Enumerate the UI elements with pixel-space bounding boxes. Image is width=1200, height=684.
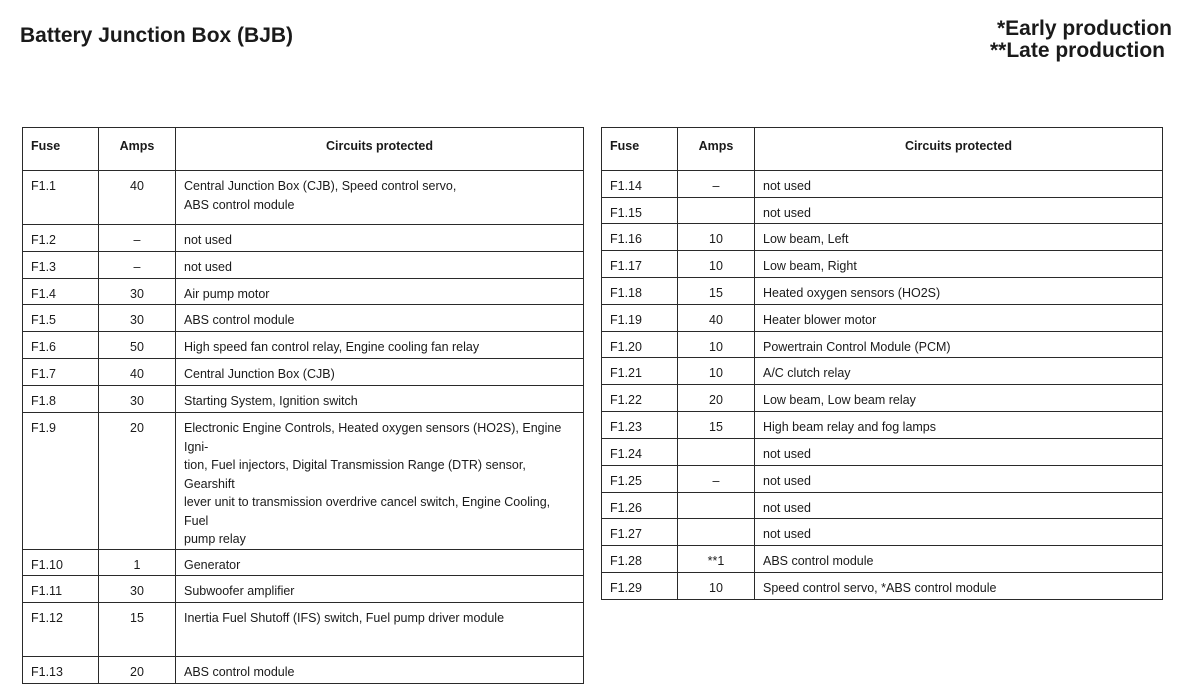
fuse-cell: F1.26	[602, 493, 678, 519]
table-row	[602, 573, 1163, 600]
fuse-cell: F1.6	[23, 332, 99, 359]
fuse-cell: F1.17	[602, 251, 678, 278]
fuse-cell: F1.8	[23, 386, 99, 413]
amps-cell	[678, 493, 755, 519]
amps-cell: 30	[99, 279, 176, 305]
header-amps: Amps	[99, 128, 176, 171]
circuit-cell: ABS control module	[176, 305, 584, 332]
amps-cell: 30	[99, 575, 176, 602]
circuit-cell: not used	[755, 439, 1163, 466]
amps-cell	[678, 198, 755, 224]
table-row	[23, 225, 584, 252]
circuit-cell: Low beam, Right	[755, 251, 1163, 278]
table-row	[23, 413, 584, 550]
table-row	[602, 493, 1163, 519]
amps-cell: –	[99, 225, 176, 252]
amps-cell: 40	[99, 171, 176, 225]
circuit-cell: Heated oxygen sensors (HO2S)	[755, 278, 1163, 305]
circuit-cell: Central Junction Box (CJB), Speed control servo, ABS control module	[176, 171, 584, 225]
fuse-cell: F1.24	[602, 439, 678, 466]
table-row	[23, 332, 584, 359]
table-row	[602, 439, 1163, 466]
table-row	[23, 279, 584, 305]
table-row	[602, 546, 1163, 573]
circuit-cell: Generator	[176, 549, 584, 575]
amps-cell: 15	[99, 602, 176, 656]
table-row	[602, 278, 1163, 305]
table-row	[23, 602, 584, 656]
fuse-table-left	[22, 127, 584, 684]
fuse-cell: F1.9	[23, 413, 99, 550]
amps-cell: 15	[678, 278, 755, 305]
header-amps: Amps	[678, 128, 755, 171]
amps-cell: 10	[678, 332, 755, 358]
table-row	[602, 358, 1163, 385]
table-row	[23, 252, 584, 279]
fuse-cell: F1.5	[23, 305, 99, 332]
amps-cell: 30	[99, 386, 176, 413]
fuse-cell: F1.13	[23, 656, 99, 683]
fuse-cell: F1.21	[602, 358, 678, 385]
circuit-cell: Speed control servo, *ABS control module	[755, 573, 1163, 600]
circuit-cell: not used	[176, 252, 584, 279]
fuse-cell: F1.4	[23, 279, 99, 305]
table-header-row	[602, 128, 1163, 171]
table-row	[602, 198, 1163, 224]
table-row	[602, 466, 1163, 493]
header-fuse: Fuse	[602, 128, 678, 171]
fuse-cell: F1.29	[602, 573, 678, 600]
fuse-cell: F1.20	[602, 332, 678, 358]
production-legend	[990, 18, 1172, 62]
fuse-cell: F1.22	[602, 385, 678, 412]
header-circuits: Circuits protected	[176, 128, 584, 171]
fuse-cell: F1.12	[23, 602, 99, 656]
amps-cell: 40	[99, 359, 176, 386]
circuit-cell: ABS control module	[176, 656, 584, 683]
amps-cell: 10	[678, 224, 755, 251]
fuse-cell: F1.7	[23, 359, 99, 386]
fuse-cell: F1.19	[602, 305, 678, 332]
circuit-cell: ABS control module	[755, 546, 1163, 573]
amps-cell: 10	[678, 251, 755, 278]
legend-early: *Early production	[996, 17, 1172, 40]
fuse-cell: F1.10	[23, 549, 99, 575]
table-row	[23, 359, 584, 386]
table-header-row	[23, 128, 584, 171]
fuse-cell: F1.18	[602, 278, 678, 305]
fuse-cell: F1.11	[23, 575, 99, 602]
amps-cell: **1	[678, 546, 755, 573]
page-title: Battery Junction Box (BJB)	[20, 24, 294, 47]
circuit-cell: not used	[176, 225, 584, 252]
amps-cell	[678, 519, 755, 546]
amps-cell: –	[678, 171, 755, 198]
fuse-cell: F1.16	[602, 224, 678, 251]
fuse-cell: F1.23	[602, 412, 678, 439]
amps-cell: 20	[99, 413, 176, 550]
table-row	[23, 386, 584, 413]
amps-cell: –	[678, 466, 755, 493]
circuit-cell: Air pump motor	[176, 279, 584, 305]
circuit-cell: not used	[755, 493, 1163, 519]
circuit-cell: Central Junction Box (CJB)	[176, 359, 584, 386]
table-row	[602, 519, 1163, 546]
table-row	[602, 224, 1163, 251]
table-row	[602, 251, 1163, 278]
amps-cell: 15	[678, 412, 755, 439]
amps-cell: 20	[678, 385, 755, 412]
amps-cell: 1	[99, 549, 176, 575]
fuse-cell: F1.28	[602, 546, 678, 573]
circuit-cell: not used	[755, 466, 1163, 493]
circuit-cell: High beam relay and fog lamps	[755, 412, 1163, 439]
fuse-cell: F1.3	[23, 252, 99, 279]
fuse-cell: F1.2	[23, 225, 99, 252]
table-row	[602, 412, 1163, 439]
amps-cell: 10	[678, 358, 755, 385]
circuit-cell: not used	[755, 171, 1163, 198]
header-circuits: Circuits protected	[755, 128, 1163, 171]
table-row	[23, 656, 584, 683]
circuit-cell: Inertia Fuel Shutoff (IFS) switch, Fuel pump driver module	[176, 602, 584, 656]
table-row	[602, 385, 1163, 412]
amps-cell: 30	[99, 305, 176, 332]
amps-cell: 40	[678, 305, 755, 332]
fuse-cell: F1.14	[602, 171, 678, 198]
amps-cell: –	[99, 252, 176, 279]
legend-late: **Late production	[989, 39, 1165, 62]
table-row	[23, 549, 584, 575]
circuit-cell: Electronic Engine Controls, Heated oxygen sensors (HO2S), Engine Igni- tion, Fuel injectors, Digital Transmission Range (DTR) sensor, Gearshift lever unit to transmission overdrive cancel switch, Engine Cooling, Fuel pump relay	[176, 413, 584, 550]
fuse-table-right	[601, 127, 1163, 600]
table-row	[602, 171, 1163, 198]
circuit-cell: High speed fan control relay, Engine cooling fan relay	[176, 332, 584, 359]
circuit-cell: Low beam, Low beam relay	[755, 385, 1163, 412]
amps-cell: 10	[678, 573, 755, 600]
circuit-cell: Heater blower motor	[755, 305, 1163, 332]
fuse-cell: F1.15	[602, 198, 678, 224]
circuit-cell: not used	[755, 519, 1163, 546]
fuse-cell: F1.25	[602, 466, 678, 493]
amps-cell: 50	[99, 332, 176, 359]
circuit-cell: Starting System, Ignition switch	[176, 386, 584, 413]
table-row	[23, 575, 584, 602]
circuit-cell: Powertrain Control Module (PCM)	[755, 332, 1163, 358]
fuse-cell: F1.27	[602, 519, 678, 546]
circuit-cell: not used	[755, 198, 1163, 224]
table-row	[602, 305, 1163, 332]
header-fuse: Fuse	[23, 128, 99, 171]
table-row	[23, 171, 584, 225]
table-row	[23, 305, 584, 332]
amps-cell: 20	[99, 656, 176, 683]
circuit-cell: Low beam, Left	[755, 224, 1163, 251]
circuit-cell: A/C clutch relay	[755, 358, 1163, 385]
table-row	[602, 332, 1163, 358]
fuse-cell: F1.1	[23, 171, 99, 225]
circuit-cell: Subwoofer amplifier	[176, 575, 584, 602]
amps-cell	[678, 439, 755, 466]
